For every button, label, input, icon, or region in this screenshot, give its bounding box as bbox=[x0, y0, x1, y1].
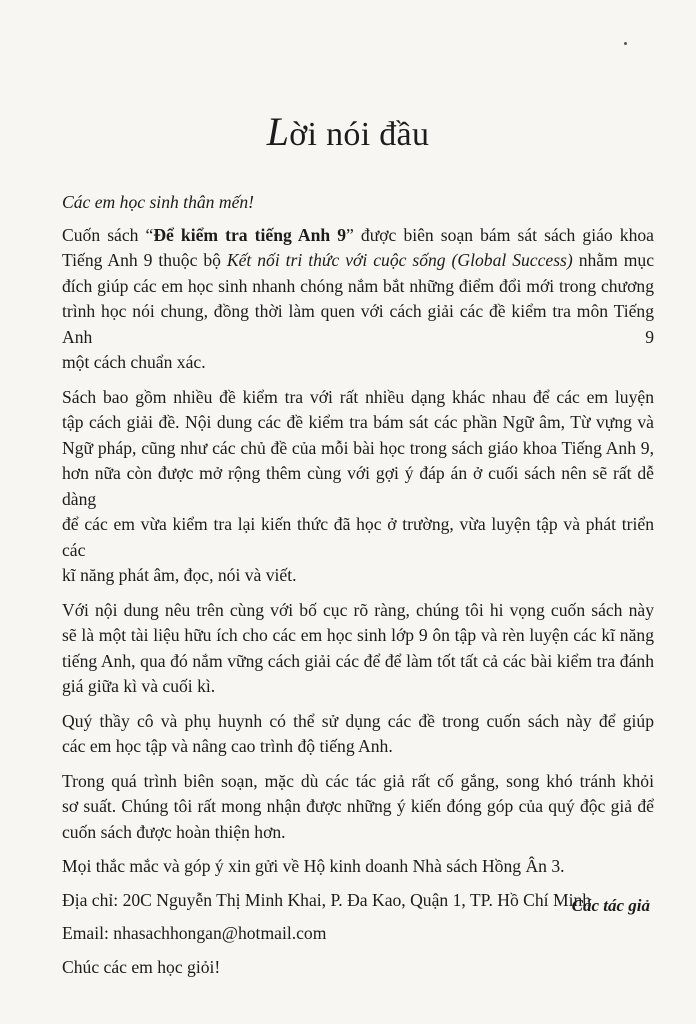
address-line: Địa chỉ: 20C Nguyễn Thị Minh Khai, P. Đa Kao, Quận 1, TP. Hồ Chí Minh bbox=[62, 889, 592, 910]
paragraph-line: sơ suất. Chúng tôi rất mong nhận được những ý kiến đóng góp của quý độc giả để bbox=[62, 796, 654, 816]
paragraph-3 bbox=[62, 598, 654, 700]
paragraph-line: giá giữa kì và cuối kì. bbox=[62, 676, 216, 696]
paragraph-line: các em học tập và nâng cao trình độ tiếng Anh. bbox=[62, 736, 393, 756]
paragraph-line: Sách bao gồm nhiều đề kiểm tra với rất nhiều dạng khác nhau để các em luyện bbox=[62, 386, 654, 407]
closing-line: Chúc các em học giỏi! bbox=[62, 956, 221, 977]
paragraph-1-line-4: trình học nói chung, đồng thời làm quen với cách giải các đề kiểm tra môn Tiếng Anh 9 bbox=[62, 301, 654, 347]
paragraph-line: tiếng Anh, qua đó nắm vững cách giải các để để làm tốt tất cả các bài kiểm tra đánh bbox=[62, 650, 654, 671]
paragraph-1-line-3: đích giúp các em học sinh nhanh chóng nắm bắt những điểm đổi mới trong chương bbox=[62, 275, 654, 296]
paragraph-2 bbox=[62, 385, 654, 589]
book-title: Để kiểm tra tiếng Anh 9 bbox=[153, 224, 347, 245]
paragraph-line: tập cách giải đề. Nội dung các đề kiểm tra bám sát các phần Ngữ âm, Từ vựng và bbox=[62, 412, 654, 432]
paragraph-line: sẽ là một tài liệu hữu ích cho các em học sinh lớp 9 ôn tập và rèn luyện các kĩ năng bbox=[62, 625, 654, 645]
paragraph-1-line-1: Cuốn sách “Để kiểm tra tiếng Anh 9” được biên soạn bám sát sách giáo khoa bbox=[62, 224, 654, 245]
contact-line: Mọi thắc mắc và góp ý xin gửi về Hộ kinh doanh Nhà sách Hồng Ân 3. bbox=[62, 856, 565, 876]
paragraph-1-line-5: một cách chuẩn xác. bbox=[62, 352, 206, 372]
series-title: Kết nối tri thức với cuộc sống (Global Success) bbox=[226, 250, 573, 270]
greeting: Các em học sinh thân mến! bbox=[62, 192, 255, 212]
paragraph-line: Quý thầy cô và phụ huynh có thể sử dụng các đề trong cuốn sách này để giúp bbox=[62, 710, 654, 731]
paragraph-line: kĩ năng phát âm, đọc, nói và viết. bbox=[62, 565, 297, 585]
preface-body bbox=[62, 190, 654, 988]
paragraph-line: để các em vừa kiểm tra lại kiến thức đã học ở trường, vừa luyện tập và phát triển các bbox=[62, 514, 654, 560]
title-rest: ời nói đầu bbox=[289, 116, 430, 153]
paragraph-line: Ngữ pháp, cũng như các chủ đề của mỗi bài học trong sách giáo khoa Tiếng Anh 9, bbox=[62, 437, 654, 458]
title-initial: L bbox=[266, 109, 290, 154]
paragraph-1 bbox=[62, 223, 654, 376]
paragraph-line: cuốn sách được hoàn thiện hơn. bbox=[62, 821, 286, 842]
email-line: Email: nhasachhongan@hotmail.com bbox=[62, 923, 327, 943]
page-title bbox=[0, 108, 696, 155]
paragraph-line: hơn nữa còn được mở rộng thêm cùng với gợi ý đáp án ở cuối sách nên sẽ rất dễ dàng bbox=[62, 463, 654, 509]
paragraph-5 bbox=[62, 769, 654, 846]
paragraph-1-line-2: Tiếng Anh 9 thuộc bộ Kết nối tri thức với cuộc sống (Global Success) nhằm mục bbox=[62, 250, 654, 270]
ink-dot bbox=[624, 42, 627, 45]
paragraph-line: Trong quá trình biên soạn, mặc dù các tác giả rất cố gắng, song khó tránh khỏi bbox=[62, 770, 654, 791]
paragraph-4 bbox=[62, 709, 654, 760]
signature: Các tác giả bbox=[571, 896, 650, 915]
paragraph-line: Với nội dung nêu trên cùng với bố cục rõ ràng, chúng tôi hi vọng cuốn sách này bbox=[62, 599, 654, 620]
